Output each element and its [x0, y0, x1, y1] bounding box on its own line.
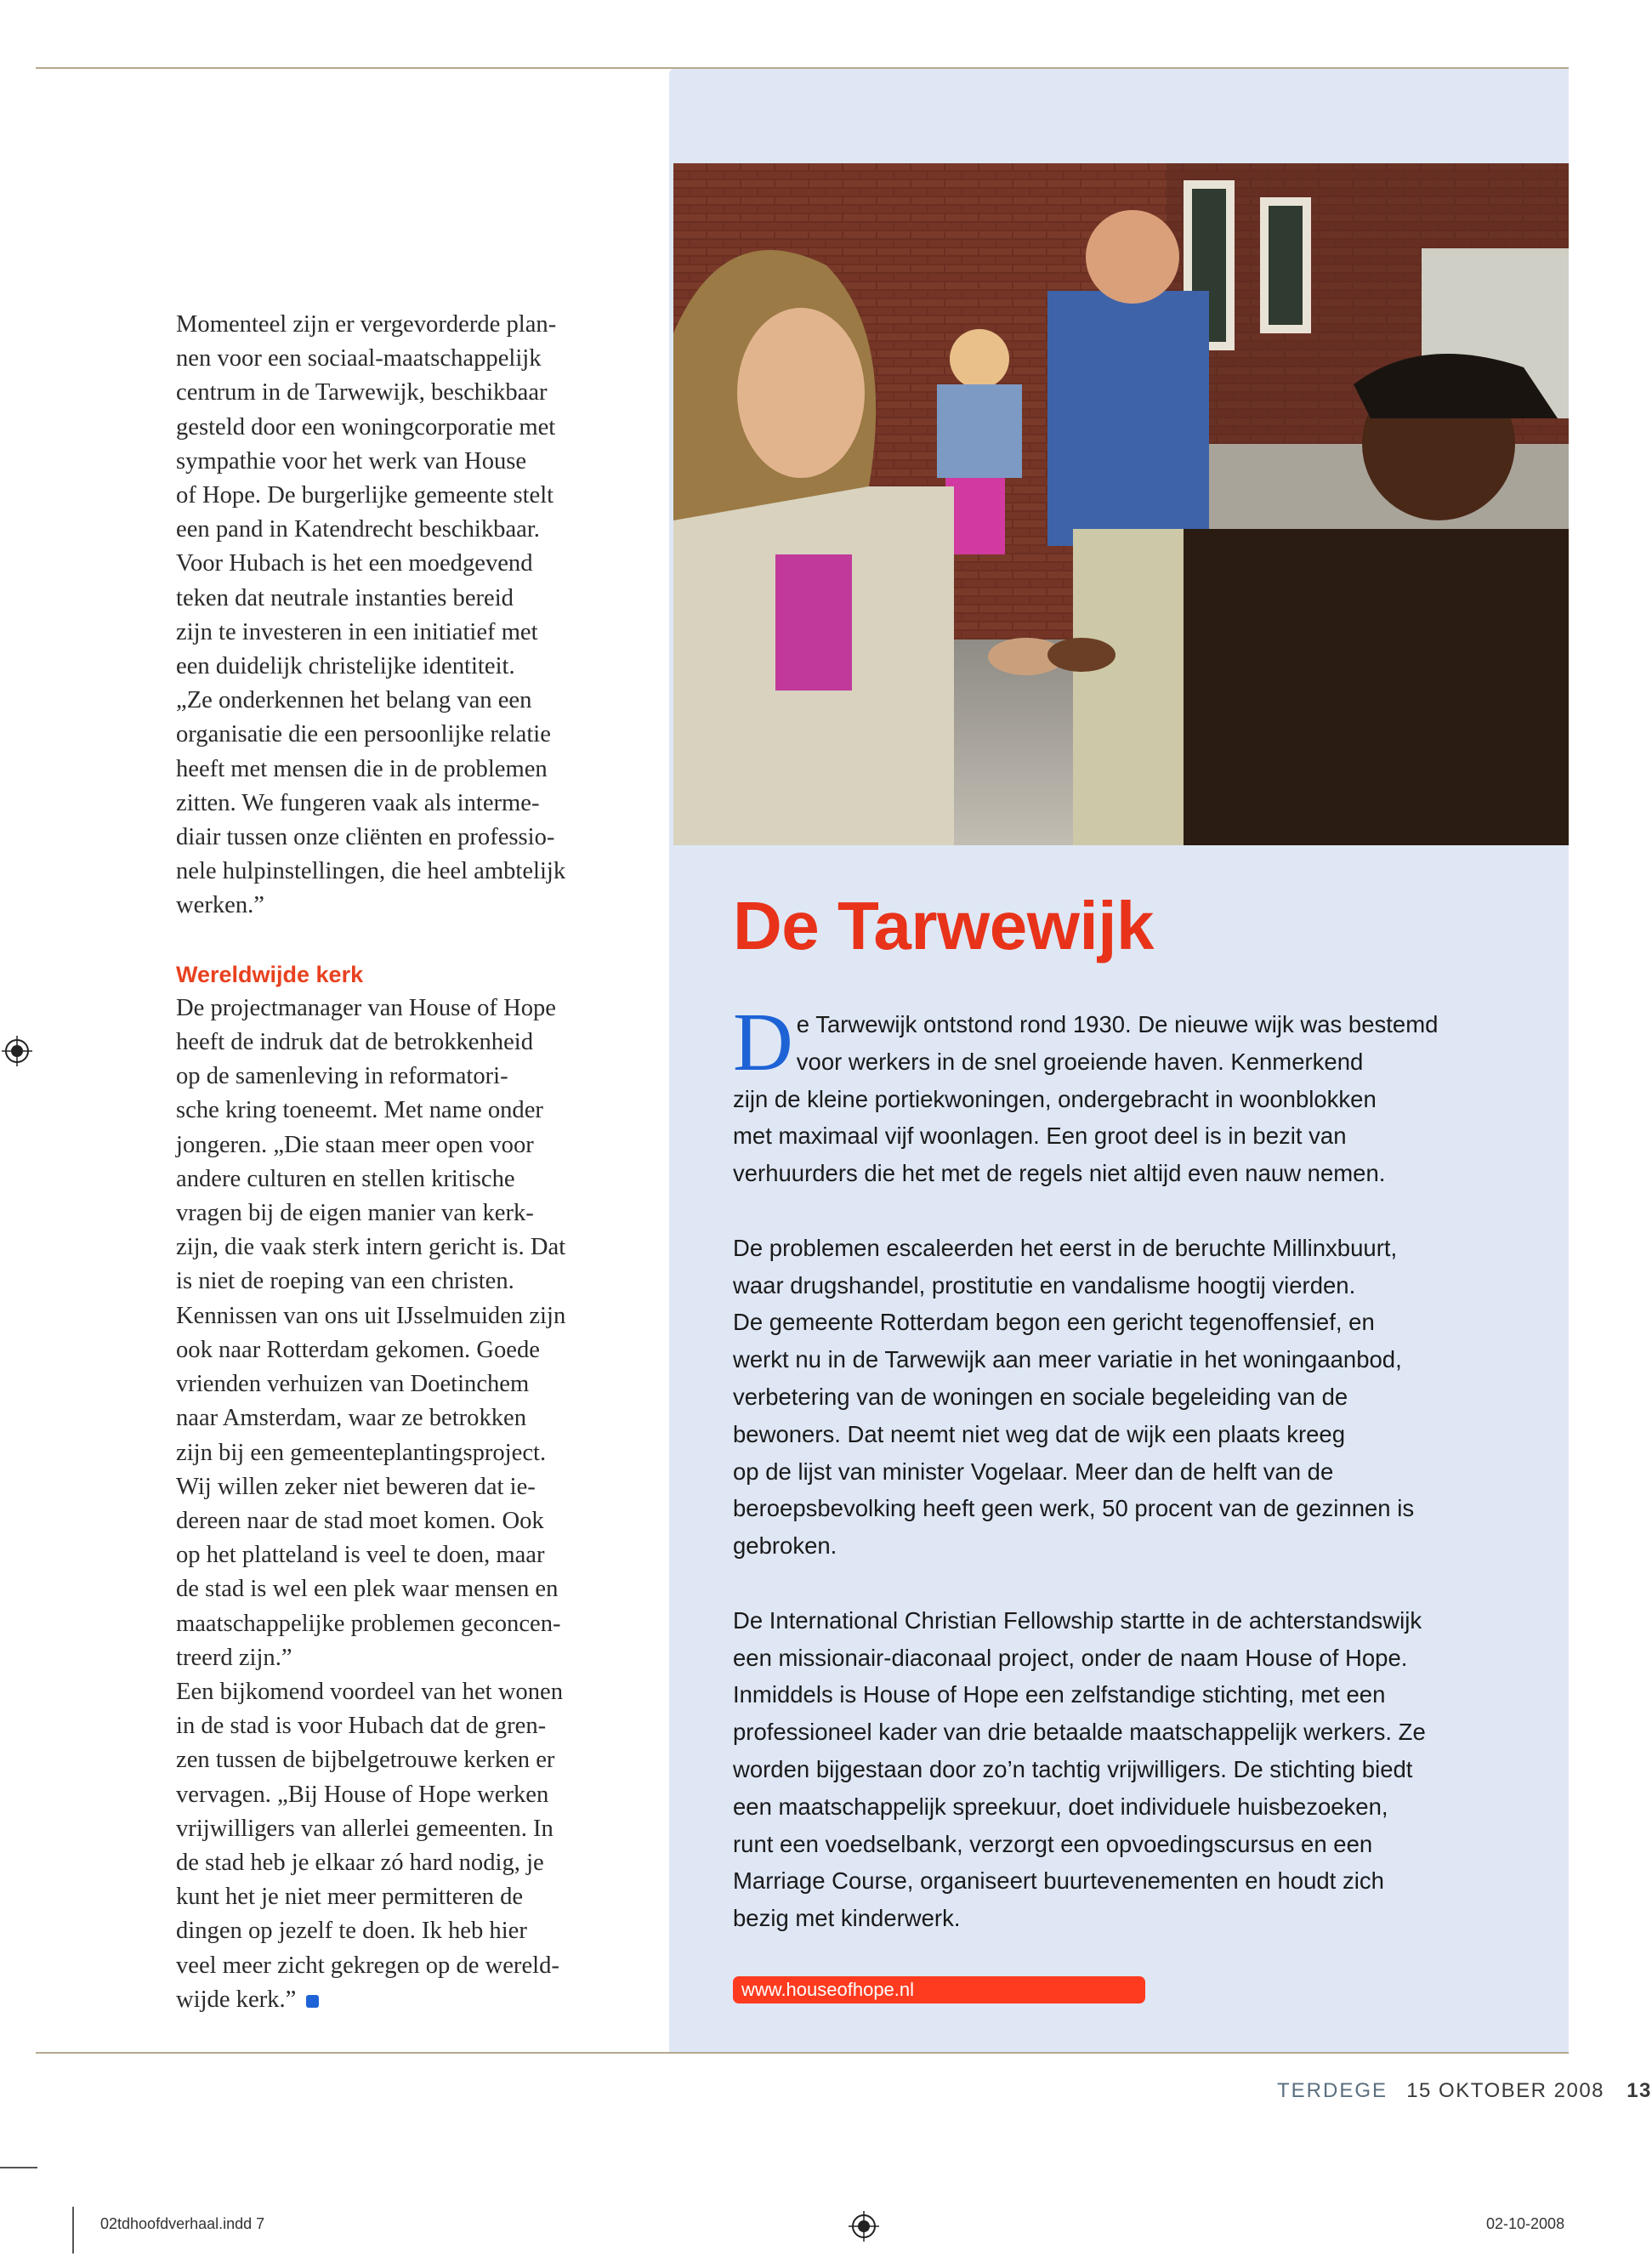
drop-cap: D [733, 997, 793, 1088]
slug-date: 02-10-2008 [1486, 2215, 1565, 2232]
article-paragraph-last [176, 1675, 618, 2017]
registration-mark-icon [849, 2211, 879, 2242]
article-paragraph: De projectmanager van House of Hope heeft de indruk dat de betrokkenheid op de samenleving in reformatori- sche kring toeneemt. Met name onder jongeren. „Die staan meer open voor andere culturen en stellen kritische vragen bij de eigen manier van kerk- zijn, die vaak sterk intern gericht is. Dat is niet de roeping van een christen. Kennissen van ons uit IJsselmuiden zijn ook naar Rotterdam gekomen. Goede vrienden verhuizen van Doetinchem naar Amsterdam, waar ze betrokken zijn bij een gemeenteplantingsproject. Wij willen zeker niet beweren dat ie- dereen naar de stad moet komen. Ook op het platteland is veel te doen, maar de stad is wel een plek waar mensen en maatschappelijke problemen geconcen- treerd zijn.” [176, 994, 566, 1671]
sidebar-title: De Tarwewijk [733, 888, 1154, 963]
issue-date: 15 OKTOBER 2008 [1406, 2079, 1605, 2102]
page-footer [1277, 2079, 1652, 2103]
slug-filename: 02tdhoofdverhaal.indd 7 [100, 2215, 265, 2232]
sidebar-paragraph: De problemen escaleerden het eerst in de beruchte Millinxbuurt, waar drugshandel, prostitutie en vandalisme hoogtij vierden. De gemeente Rotterdam begon een gericht tegenoffensief, en werkt nu in de Tarwewijk aan meer variatie in het woningaanbod, verbetering van de woningen en sociale begeleiding van de bewoners. Dat neemt niet weg dat de wijk een plaats kreeg op de lijst van minister Vogelaar. Meer dan de helft van de beroepsbevolking heeft geen werk, 50 procent van de gezinnen is gebroken. [733, 1234, 1415, 1560]
page-number: 13 [1626, 2079, 1652, 2102]
article-column [176, 308, 618, 2017]
photo-street-group [673, 163, 1569, 845]
bottom-rule [36, 2052, 1569, 2054]
sidebar-paragraph-text: e Tarwewijk ontstond rond 1930. De nieuwe wijk was bestemd voor werkers in de snel groeiende haven. Kenmerkend zijn de kleine portiekwoningen, ondergebracht in woonblokken met maximaal vijf woonlagen. Een groot deel is in bezit van verhuurders die het met de regels niet altijd even nauw nemen. [733, 1011, 1439, 1187]
crop-mark [0, 2167, 37, 2168]
registration-mark-icon [2, 1036, 32, 1066]
crop-mark [72, 2207, 74, 2253]
website-link[interactable]: www.houseofhope.nl [733, 1976, 1145, 2003]
end-mark-icon [306, 1995, 319, 2008]
sidebar-paragraph [733, 997, 1541, 1192]
subheading: Wereldwijde kerk [176, 961, 364, 987]
article-paragraph-text: Een bijkomend voordeel van het wonen in de stad is voor Hubach dat de gren- zen tussen de bijbelgetrouwe kerken er vervagen. „Bij House of Hope werken vrijwilligers van allerlei gemeenten. In de stad heb je elkaar zó hard nodig, je kunt het je niet meer permitteren de dingen op jezelf te doen. Ik heb hier veel meer zicht gekregen op de wereld- wijde kerk.” [176, 1678, 563, 2013]
top-rule [36, 67, 669, 69]
article-paragraph: Momenteel zijn er vergevorderde plan- nen voor een sociaal-maatschappelijk centrum in de Tarwewijk, beschikbaar gesteld door een woningcorporatie met sympathie voor het werk van House of Hope. De burgerlijke gemeente stelt een pand in Katendrecht beschikbaar. Voor Hubach is het een moedgevend teken dat neutrale instanties bereid zijn te investeren in een initiatief met een duidelijk christelijke identiteit. „Ze onderkennen het belang van een organisatie die een persoonlijke relatie heeft met mensen die in de problemen zitten. We fungeren vaak als interme- diair tussen onze cliënten en professio- nele hulpinstellingen, die heel ambtelijk werken.” [176, 311, 566, 919]
sidebar-body [733, 997, 1541, 1937]
sidebar-paragraph: De International Christian Fellowship startte in de achterstandswijk een missionair-diaconaal project, onder de naam House of Hope. Inmiddels is House of Hope een zelfstandige stichting, met een professioneel kader van drie betaalde maatschappelijk werkers. Ze worden bijgestaan door zo’n tachtig vrijwilligers. De stichting biedt een maatschappelijk spreekuur, doet individuele huisbezoeken, runt een voedselbank, verzorgt een opvoedingscursus en een Marriage Course, organiseert buurtevenementen en houdt zich bezig met kinderwerk. [733, 1606, 1426, 1932]
magazine-name: TERDEGE [1277, 2079, 1388, 2102]
